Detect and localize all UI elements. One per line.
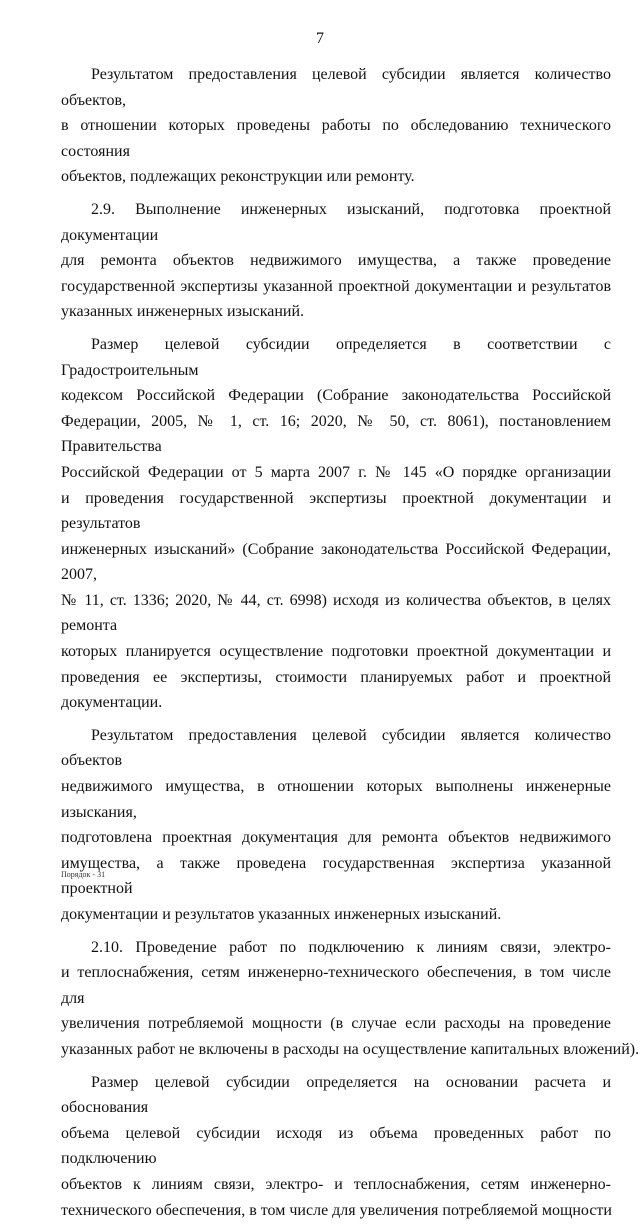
text-line: кодексом Российской Федерации (Собрание законодательства Российской bbox=[61, 387, 611, 405]
paragraph bbox=[61, 723, 611, 928]
text-line: увеличения потребляемой мощности (в случае если расходы на проведение bbox=[61, 1015, 611, 1033]
text-line: Размер целевой субсидии определяется на основании расчета и обоснования bbox=[61, 1073, 611, 1117]
page-number: 7 bbox=[316, 30, 324, 47]
text-line: Российской Федерации от 5 марта 2007 г. № 145 «О порядке организации bbox=[61, 463, 611, 481]
text-line: Результатом предоставления целевой субсидии является количество объектов, bbox=[61, 66, 611, 109]
text-line: Федерации, 2005, № 1, ст. 16; 2020, № 50, ст. 8061), постановлением Правительства bbox=[61, 412, 611, 456]
text-line: указанных инженерных изысканий. bbox=[61, 303, 305, 321]
text-line: 2.9. Выполнение инженерных изысканий, подготовка проектной документации bbox=[61, 200, 611, 244]
text-line: которых планируется осуществление подготовки проектной документации и bbox=[61, 643, 611, 661]
text-line: и проведения государственной экспертизы проектной документации и результатов bbox=[61, 489, 611, 533]
text-line: документации. bbox=[61, 694, 163, 712]
text-line: указанных работ не включены в расходы на осуществление капитальных вложений). bbox=[61, 1040, 640, 1058]
paragraph bbox=[61, 62, 611, 190]
paragraph bbox=[61, 1070, 611, 1224]
document-body bbox=[61, 62, 640, 1230]
text-line: Размер целевой субсидии определяется в соответствии с Градостроительным bbox=[61, 335, 611, 379]
text-line: Результатом предоставления целевой субсидии является количество объектов bbox=[61, 726, 611, 770]
text-line: и теплоснабжения, сетям инженерно-технического обеспечения, в том числе для bbox=[61, 964, 611, 1007]
text-line: для ремонта объектов недвижимого имущества, а также проведение bbox=[61, 252, 611, 270]
text-line: № 11, ст. 1336; 2020, № 44, ст. 6998) исходя из количества объектов, в целях ремонта bbox=[61, 591, 611, 635]
paragraph bbox=[61, 935, 640, 1063]
footer-label: Порядок - 31 bbox=[61, 870, 106, 879]
text-line: государственной экспертизы указанной проектной документации и результатов bbox=[61, 277, 611, 295]
text-line: документации и результатов указанных инженерных изысканий. bbox=[61, 906, 502, 923]
text-line: недвижимого имущества, в отношении которых выполнены инженерные изыскания, bbox=[61, 778, 611, 821]
text-line: подготовлена проектная документация для ремонта объектов недвижимого bbox=[61, 829, 611, 847]
text-line: объектов, подлежащих реконструкции или ремонту. bbox=[61, 168, 415, 186]
text-line: объектов к линиям связи, электро- и теплоснабжения, сетям инженерно- bbox=[61, 1175, 611, 1193]
text-line: имущества, а также проведена государственная экспертиза указанной проектной bbox=[61, 854, 611, 898]
text-line: проведения ее экспертизы, стоимости планируемых работ и проектной bbox=[61, 668, 611, 686]
text-line: технического обеспечения, в том числе для увеличения потребляемой мощности bbox=[61, 1201, 612, 1219]
paragraph bbox=[61, 332, 611, 716]
text-line: инженерных изысканий» (Собрание законодательства Российской Федерации, 2007, bbox=[61, 540, 611, 584]
text-line: в отношении которых проведены работы по обследованию технического состояния bbox=[61, 117, 611, 160]
paragraph bbox=[61, 197, 611, 325]
text-line: 2.10. Проведение работ по подключению к линиям связи, электро- bbox=[91, 938, 611, 956]
text-line: объема целевой субсидии исходя из объема проведенных работ по подключению bbox=[61, 1124, 611, 1168]
